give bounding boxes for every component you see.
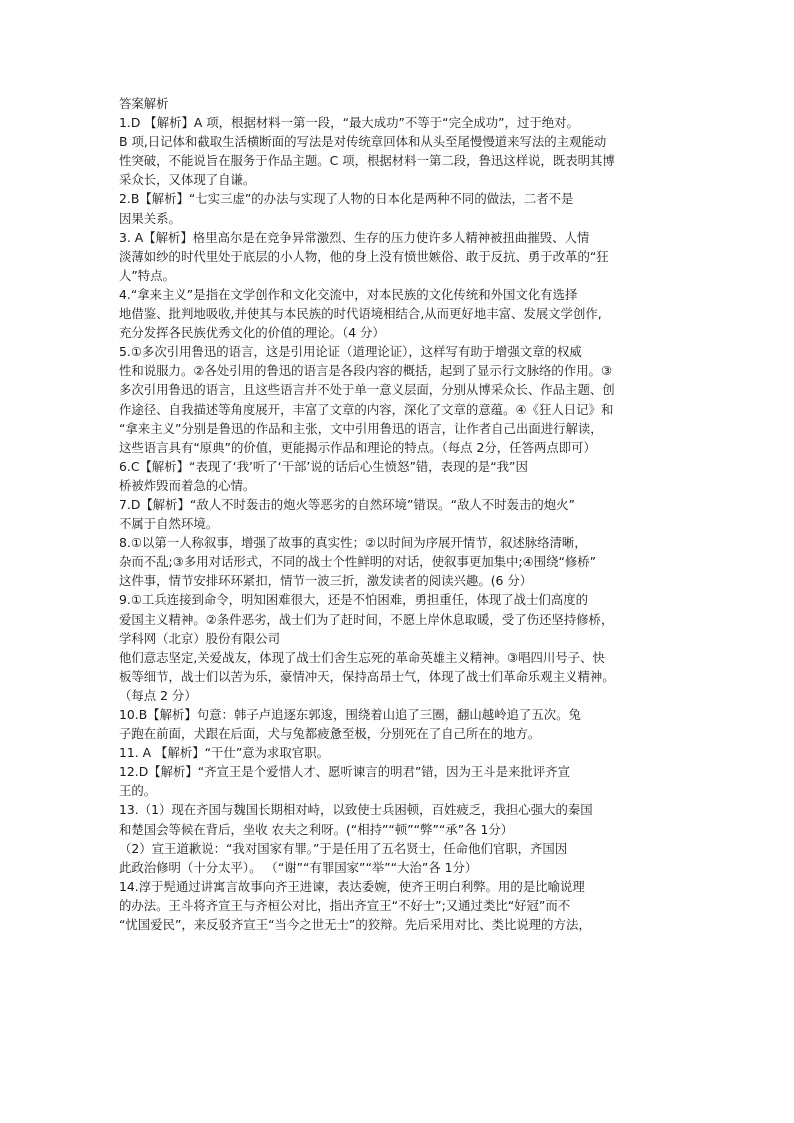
answer-line: 10.B【解析】句意：韩子卢追逐东郭逡，围绕着山追了三圈，翻山越岭追了五次。兔 [119, 707, 581, 722]
answer-line: 这些语言具有“原典”的价值，更能揭示作品和理论的特点。（每点 2分，任答两点即可） [119, 439, 596, 455]
answer-item-10 [119, 705, 681, 743]
answer-line: 这件事，情节安排环环紧扣，情节一波三折，激发读者的阅读兴趣。(6 分） [119, 573, 533, 589]
answer-item-8 [119, 533, 681, 590]
answer-line: 板等细节，战士们以苦为乐，豪情冲天，保持高昂士气，体现了战士们革命乐观主义精神。 [119, 668, 615, 684]
answer-items [119, 113, 681, 934]
answer-line: 此政治修明（十分太平）。 （“谢”“有罪国家”“举”“大治”各 1分） [119, 859, 478, 875]
answer-item-6 [119, 457, 681, 495]
answer-line: 和楚国会等候在背后，坐收 农夫之利呀。(“相持”“顿”“弊”“承”各 1分） [119, 821, 514, 837]
answer-line: 爱国主义精神。②条件恶劣，战士们为了赶时间，不愿上岸休息取暖，受了伤还坚持修桥， [119, 611, 614, 627]
answer-line: “忧国爱民”，来反驳齐宣王“当今之世无士”的狡辩。先后采用对比、类比说理的方法， [119, 917, 591, 933]
answer-item-11 [119, 743, 681, 762]
answer-line: 不属于自然环境。 [119, 516, 219, 532]
answer-line: （2）宣王道歉说：“我对国家有罪。”于是任用了五名贤士，任命他们官职，齐国因 [119, 840, 568, 856]
answer-line: 淡薄如纱的时代里处于底层的小人物，他的身上没有愤世嫉俗、敢于反抗、勇于改革的“狂 [119, 248, 609, 264]
answer-line: 桥被炸毁而着急的心情。 [119, 477, 256, 493]
answer-line: 9.①工兵连接到命令，明知困难很大，还是不怕困难，勇担重任，体现了战士们高度的 [119, 592, 588, 608]
answer-line: 性和说服力。②各处引用的鲁迅的语言是各段内容的概括，起到了显示行文脉络的作用。③ [119, 363, 613, 379]
answer-item-5 [119, 342, 681, 457]
answer-line: 王的。 [119, 783, 157, 799]
answer-line: 7.D【解析】“敌人不时轰击的炮火等恶劣的自然环境”错误。“敌人不时轰击的炮火” [119, 496, 575, 512]
answer-line: 采众长，又体现了自谦。 [119, 172, 256, 188]
answer-item-7 [119, 495, 681, 533]
answer-item-1 [119, 113, 681, 189]
answer-item-12 [119, 762, 681, 800]
answer-line: 1.D 【解析】A 项，根据材料一第一段，“最大成功”不等于“完全成功”，过于绝对。 [119, 115, 579, 131]
answer-line: 8.①以第一人称叙事，增强了故事的真实性；②以时间为序展开情节，叙述脉络清晰， [119, 535, 587, 551]
answer-line: 14.淳于髡通过讲寓言故事向齐王进谏，表达委婉，使齐王明白利弊。用的是比喻说理 [119, 878, 585, 894]
answer-line: 作途径、自我描述等角度展开，丰富了文章的内容，深化了文章的意蕴。④《狂人日记》和 [119, 401, 614, 417]
answer-item-3 [119, 228, 681, 285]
answer-line: 多次引用鲁迅的语言，且这些语言并不处于单一意义层面，分别从博采众长、作品主题、创 [119, 382, 615, 398]
answer-line: 杂而不乱;③多用对话形式，不同的战士个性鲜明的对话，使叙事更加集中;④围绕“修桥” [119, 554, 597, 570]
answer-line: 4.“拿来主义”是指在文学创作和文化交流中，对本民族的文化传统和外国文化有选择 [119, 286, 578, 302]
answer-line: 5.①多次引用鲁迅的语言，这是引用论证（道理论证），这样写有助于增强文章的权威 [119, 344, 582, 360]
answer-line: （每点 2 分） [119, 687, 197, 703]
answer-item-9 [119, 590, 681, 705]
answer-line: 3. A【解析】格里高尔是在竞争异常激烈、生存的压力使许多人精神被扭曲摧毁、人情 [119, 229, 590, 245]
answer-line: 充分发挥各民族优秀文化的价值的理论。（4 分） [119, 325, 385, 341]
answer-heading: 答案解析 [119, 96, 169, 111]
answer-line: 6.C【解析】“表现了‘我’听了‘干部’说的话后心生愤怒”错，表现的是“我”因 [119, 458, 528, 474]
answer-line: 子跑在前面，犬跟在后面，犬与兔都疲惫至极，分别死在了自己所在的地方。 [119, 726, 541, 742]
answer-line: B 项,日记体和截取生活横断面的写法是对传统章回体和从头至尾慢慢道来写法的主观能动 [119, 134, 607, 150]
answer-line: 的办法。王斗将齐宣王与齐桓公对比，指出齐宣王“不好士”;又通过类比“好冠”而不 [119, 897, 571, 913]
answer-line: 因果关系。 [119, 210, 181, 226]
answer-item-4 [119, 285, 681, 342]
answer-line: 2.B【解析】“七实三虚”的办法与实现了人物的日本化是两种不同的做法，二者不是 [119, 191, 574, 207]
answer-line: 11. A 【解析】“干仕”意为求取官职。 [119, 745, 329, 761]
answer-document [119, 94, 681, 934]
answer-line: 他们意志坚定,关爱战友，体现了战士们舍生忘死的革命英雄主义精神。③唱四川号子、快 [119, 649, 605, 665]
answer-line: 学科网（北京）股份有限公司 [119, 630, 281, 646]
answer-line: 12.D【解析】“齐宣王是个爱惜人才、愿听谏言的明君”错，因为王斗是来批评齐宣 [119, 764, 570, 780]
answer-line: 地借鉴、批判地吸收,并使其与本民族的时代语境相结合,从而更好地丰富、发展文学创作, [119, 306, 602, 322]
answer-line: “拿来主义”分别是鲁迅的作品和主张，文中引用鲁迅的语言，让作者自己出面进行解读， [119, 420, 603, 436]
answer-line: 性突破，不能说旨在服务于作品主题。C 项，根据材料一第二段，鲁迅这样说，既表明其博 [119, 153, 615, 169]
answer-line: 13.（1）现在齐国与魏国长期相对峙，以致使士兵困顿，百姓疲乏，我担心强大的秦国 [119, 802, 593, 818]
answer-item-2 [119, 189, 681, 227]
answer-item-13 [119, 800, 681, 876]
answer-line: 人”特点。 [119, 267, 175, 283]
answer-item-14 [119, 877, 681, 934]
